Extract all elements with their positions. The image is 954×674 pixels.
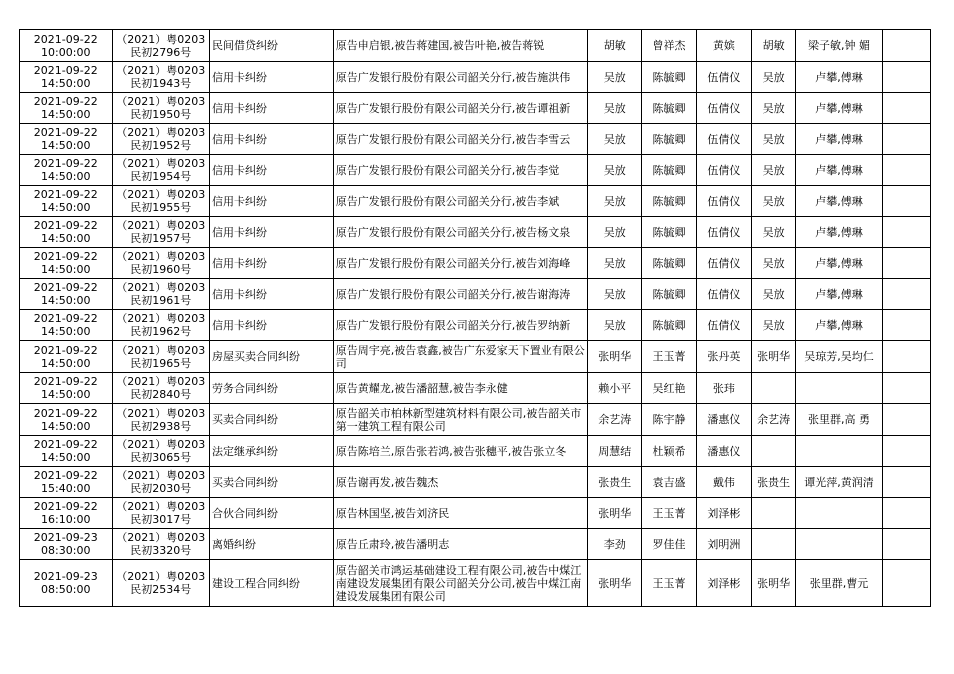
extra-column (882, 279, 930, 310)
case-number: （2021）粤0203 民初1950号 (112, 93, 210, 124)
panel-member-2: 伍倩仪 (696, 186, 751, 217)
extra-column (882, 186, 930, 217)
jurors: 卢攀,傅琳 (796, 310, 882, 341)
judge-assistant: 吴放 (751, 124, 795, 155)
panel-member-2: 伍倩仪 (696, 93, 751, 124)
case-cause: 房屋买卖合同纠纷 (210, 341, 334, 373)
panel-member-2: 伍倩仪 (696, 217, 751, 248)
presiding-judge: 吴放 (588, 62, 642, 93)
hearing-datetime: 2021-09-22 14:50:00 (20, 186, 113, 217)
hearing-datetime: 2021-09-23 08:50:00 (20, 560, 113, 607)
judge-assistant (751, 529, 795, 560)
judge-assistant: 吴放 (751, 279, 795, 310)
hearing-datetime: 2021-09-22 15:40:00 (20, 467, 113, 498)
presiding-judge: 张明华 (588, 498, 642, 529)
case-cause: 民间借贷纠纷 (210, 30, 334, 62)
extra-column (882, 560, 930, 607)
presiding-judge: 周慧结 (588, 436, 642, 467)
presiding-judge: 张贵生 (588, 467, 642, 498)
panel-member-2: 伍倩仪 (696, 124, 751, 155)
case-parties: 原告广发银行股份有限公司韶关分行,被告刘海峰 (333, 248, 587, 279)
extra-column (882, 529, 930, 560)
hearing-datetime: 2021-09-22 14:50:00 (20, 124, 113, 155)
case-parties: 原告黄耀龙,被告潘韶慧,被告李永健 (333, 373, 587, 404)
judge-assistant: 吴放 (751, 62, 795, 93)
case-number: （2021）粤0203 民初2938号 (112, 404, 210, 436)
case-parties: 原告广发银行股份有限公司韶关分行,被告谭祖新 (333, 93, 587, 124)
table-row (20, 560, 931, 607)
panel-member-1: 陈毓卿 (642, 248, 696, 279)
jurors: 卢攀,傅琳 (796, 124, 882, 155)
extra-column (882, 155, 930, 186)
panel-member-1: 王玉菁 (642, 498, 696, 529)
case-number: （2021）粤0203 民初1955号 (112, 186, 210, 217)
hearing-datetime: 2021-09-22 14:50:00 (20, 404, 113, 436)
jurors (796, 498, 882, 529)
judge-assistant (751, 436, 795, 467)
table-row (20, 217, 931, 248)
case-cause: 买卖合同纠纷 (210, 404, 334, 436)
case-parties: 原告韶关市柏林新型建筑材料有限公司,被告韶关市第一建筑工程有限公司 (333, 404, 587, 436)
panel-member-1: 袁吉盛 (642, 467, 696, 498)
judge-assistant: 张贵生 (751, 467, 795, 498)
table-row (20, 310, 931, 341)
table-body (20, 30, 931, 607)
jurors: 卢攀,傅琳 (796, 62, 882, 93)
panel-member-2: 张丹英 (696, 341, 751, 373)
case-cause: 信用卡纠纷 (210, 279, 334, 310)
panel-member-2: 张玮 (696, 373, 751, 404)
case-parties: 原告广发银行股份有限公司韶关分行,被告罗纳新 (333, 310, 587, 341)
panel-member-1: 王玉菁 (642, 560, 696, 607)
case-cause: 建设工程合同纠纷 (210, 560, 334, 607)
case-parties: 原告韶关市鸿运基础建设工程有限公司,被告中煤江南建设发展集团有限公司韶关分公司,被告中煤江南建设发展集团有限公司 (333, 560, 587, 607)
table-row (20, 373, 931, 404)
panel-member-1: 曾祥杰 (642, 30, 696, 62)
panel-member-2: 刘泽彬 (696, 560, 751, 607)
jurors: 张里群,曹元 (796, 560, 882, 607)
presiding-judge: 吴放 (588, 93, 642, 124)
panel-member-1: 陈毓卿 (642, 124, 696, 155)
judge-assistant: 吴放 (751, 93, 795, 124)
case-number: （2021）粤0203 民初1952号 (112, 124, 210, 155)
case-cause: 合伙合同纠纷 (210, 498, 334, 529)
table-row (20, 404, 931, 436)
case-cause: 法定继承纠纷 (210, 436, 334, 467)
presiding-judge: 吴放 (588, 124, 642, 155)
judge-assistant: 吴放 (751, 186, 795, 217)
jurors: 卢攀,傅琳 (796, 155, 882, 186)
case-parties: 原告谢再发,被告魏杰 (333, 467, 587, 498)
table-row (20, 186, 931, 217)
case-number: （2021）粤0203 民初1957号 (112, 217, 210, 248)
extra-column (882, 436, 930, 467)
panel-member-1: 陈毓卿 (642, 62, 696, 93)
table-row (20, 529, 931, 560)
panel-member-1: 陈毓卿 (642, 279, 696, 310)
jurors: 谭光萍,黄润清 (796, 467, 882, 498)
judge-assistant: 张明华 (751, 560, 795, 607)
case-number: （2021）粤0203 民初1960号 (112, 248, 210, 279)
panel-member-1: 陈毓卿 (642, 310, 696, 341)
table-row (20, 248, 931, 279)
panel-member-2: 刘明洲 (696, 529, 751, 560)
jurors: 卢攀,傅琳 (796, 279, 882, 310)
panel-member-1: 罗佳佳 (642, 529, 696, 560)
hearing-datetime: 2021-09-22 14:50:00 (20, 155, 113, 186)
case-cause: 离婚纠纷 (210, 529, 334, 560)
case-parties: 原告广发银行股份有限公司韶关分行,被告李斌 (333, 186, 587, 217)
presiding-judge: 余艺涛 (588, 404, 642, 436)
table-row (20, 155, 931, 186)
extra-column (882, 93, 930, 124)
case-cause: 信用卡纠纷 (210, 93, 334, 124)
panel-member-2: 伍倩仪 (696, 248, 751, 279)
panel-member-2: 伍倩仪 (696, 279, 751, 310)
case-parties: 原告广发银行股份有限公司韶关分行,被告谢海涛 (333, 279, 587, 310)
extra-column (882, 373, 930, 404)
presiding-judge: 张明华 (588, 341, 642, 373)
hearing-datetime: 2021-09-22 14:50:00 (20, 93, 113, 124)
presiding-judge: 吴放 (588, 310, 642, 341)
case-number: （2021）粤0203 民初2030号 (112, 467, 210, 498)
extra-column (882, 30, 930, 62)
extra-column (882, 62, 930, 93)
case-parties: 原告广发银行股份有限公司韶关分行,被告李觉 (333, 155, 587, 186)
jurors: 卢攀,傅琳 (796, 248, 882, 279)
presiding-judge: 吴放 (588, 186, 642, 217)
panel-member-2: 伍倩仪 (696, 155, 751, 186)
panel-member-2: 潘惠仪 (696, 404, 751, 436)
case-cause: 劳务合同纠纷 (210, 373, 334, 404)
table-row (20, 498, 931, 529)
judge-assistant: 吴放 (751, 155, 795, 186)
extra-column (882, 498, 930, 529)
judge-assistant: 胡敏 (751, 30, 795, 62)
jurors: 梁子敏,钟 媚 (796, 30, 882, 62)
case-number: （2021）粤0203 民初2796号 (112, 30, 210, 62)
jurors: 卢攀,傅琳 (796, 217, 882, 248)
presiding-judge: 胡敏 (588, 30, 642, 62)
case-cause: 信用卡纠纷 (210, 248, 334, 279)
case-parties: 原告周宇亮,被告袁鑫,被告广东爱家天下置业有限公司 (333, 341, 587, 373)
case-number: （2021）粤0203 民初1943号 (112, 62, 210, 93)
judge-assistant: 张明华 (751, 341, 795, 373)
presiding-judge: 张明华 (588, 560, 642, 607)
panel-member-1: 陈毓卿 (642, 186, 696, 217)
panel-member-1: 陈毓卿 (642, 217, 696, 248)
presiding-judge: 吴放 (588, 155, 642, 186)
case-cause: 信用卡纠纷 (210, 186, 334, 217)
hearing-datetime: 2021-09-23 08:30:00 (20, 529, 113, 560)
extra-column (882, 217, 930, 248)
extra-column (882, 467, 930, 498)
case-parties: 原告林国坚,被告刘济民 (333, 498, 587, 529)
jurors: 吴琼芳,吴均仁 (796, 341, 882, 373)
case-number: （2021）粤0203 民初1954号 (112, 155, 210, 186)
case-parties: 原告陈培兰,原告张若鸿,被告张穗平,被告张立冬 (333, 436, 587, 467)
hearing-datetime: 2021-09-22 14:50:00 (20, 248, 113, 279)
jurors (796, 529, 882, 560)
extra-column (882, 248, 930, 279)
table-row (20, 279, 931, 310)
panel-member-2: 伍倩仪 (696, 62, 751, 93)
extra-column (882, 310, 930, 341)
case-cause: 信用卡纠纷 (210, 62, 334, 93)
table-row (20, 341, 931, 373)
case-parties: 原告广发银行股份有限公司韶关分行,被告李雪云 (333, 124, 587, 155)
panel-member-1: 吴红艳 (642, 373, 696, 404)
jurors (796, 373, 882, 404)
presiding-judge: 吴放 (588, 279, 642, 310)
extra-column (882, 404, 930, 436)
case-number: （2021）粤0203 民初1962号 (112, 310, 210, 341)
case-parties: 原告丘肃玲,被告潘明志 (333, 529, 587, 560)
jurors: 卢攀,傅琳 (796, 186, 882, 217)
hearing-datetime: 2021-09-22 14:50:00 (20, 436, 113, 467)
panel-member-1: 陈毓卿 (642, 93, 696, 124)
panel-member-2: 戴伟 (696, 467, 751, 498)
judge-assistant: 余艺涛 (751, 404, 795, 436)
case-number: （2021）粤0203 民初3320号 (112, 529, 210, 560)
case-number: （2021）粤0203 民初2534号 (112, 560, 210, 607)
case-parties: 原告广发银行股份有限公司韶关分行,被告杨文泉 (333, 217, 587, 248)
judge-assistant: 吴放 (751, 310, 795, 341)
panel-member-1: 王玉菁 (642, 341, 696, 373)
hearing-datetime: 2021-09-22 14:50:00 (20, 373, 113, 404)
hearing-datetime: 2021-09-22 16:10:00 (20, 498, 113, 529)
hearing-datetime: 2021-09-22 14:50:00 (20, 341, 113, 373)
case-number: （2021）粤0203 民初1961号 (112, 279, 210, 310)
case-number: （2021）粤0203 民初3065号 (112, 436, 210, 467)
jurors: 卢攀,傅琳 (796, 93, 882, 124)
panel-member-1: 陈毓卿 (642, 155, 696, 186)
extra-column (882, 124, 930, 155)
table-row (20, 62, 931, 93)
case-cause: 信用卡纠纷 (210, 217, 334, 248)
hearing-datetime: 2021-09-22 10:00:00 (20, 30, 113, 62)
panel-member-2: 刘泽彬 (696, 498, 751, 529)
panel-member-1: 杜颖希 (642, 436, 696, 467)
case-parties: 原告广发银行股份有限公司韶关分行,被告施洪伟 (333, 62, 587, 93)
judge-assistant (751, 498, 795, 529)
judge-assistant (751, 373, 795, 404)
case-cause: 信用卡纠纷 (210, 310, 334, 341)
table-row (20, 467, 931, 498)
judge-assistant: 吴放 (751, 248, 795, 279)
judge-assistant: 吴放 (751, 217, 795, 248)
extra-column (882, 341, 930, 373)
case-cause: 信用卡纠纷 (210, 155, 334, 186)
schedule-sheet (19, 29, 931, 607)
case-number: （2021）粤0203 民初1965号 (112, 341, 210, 373)
table-row (20, 93, 931, 124)
hearing-datetime: 2021-09-22 14:50:00 (20, 62, 113, 93)
panel-member-2: 伍倩仪 (696, 310, 751, 341)
panel-member-1: 陈宇静 (642, 404, 696, 436)
case-parties: 原告申启银,被告蒋建国,被告叶艳,被告蒋锐 (333, 30, 587, 62)
case-number: （2021）粤0203 民初2840号 (112, 373, 210, 404)
presiding-judge: 吴放 (588, 217, 642, 248)
table-row (20, 30, 931, 62)
case-cause: 信用卡纠纷 (210, 124, 334, 155)
panel-member-2: 黄嫔 (696, 30, 751, 62)
panel-member-2: 潘惠仪 (696, 436, 751, 467)
presiding-judge: 赖小平 (588, 373, 642, 404)
presiding-judge: 李劲 (588, 529, 642, 560)
hearing-schedule-table (19, 29, 931, 607)
hearing-datetime: 2021-09-22 14:50:00 (20, 279, 113, 310)
jurors (796, 436, 882, 467)
case-cause: 买卖合同纠纷 (210, 467, 334, 498)
hearing-datetime: 2021-09-22 14:50:00 (20, 217, 113, 248)
jurors: 张里群,高 勇 (796, 404, 882, 436)
table-row (20, 436, 931, 467)
presiding-judge: 吴放 (588, 248, 642, 279)
case-number: （2021）粤0203 民初3017号 (112, 498, 210, 529)
hearing-datetime: 2021-09-22 14:50:00 (20, 310, 113, 341)
table-row (20, 124, 931, 155)
